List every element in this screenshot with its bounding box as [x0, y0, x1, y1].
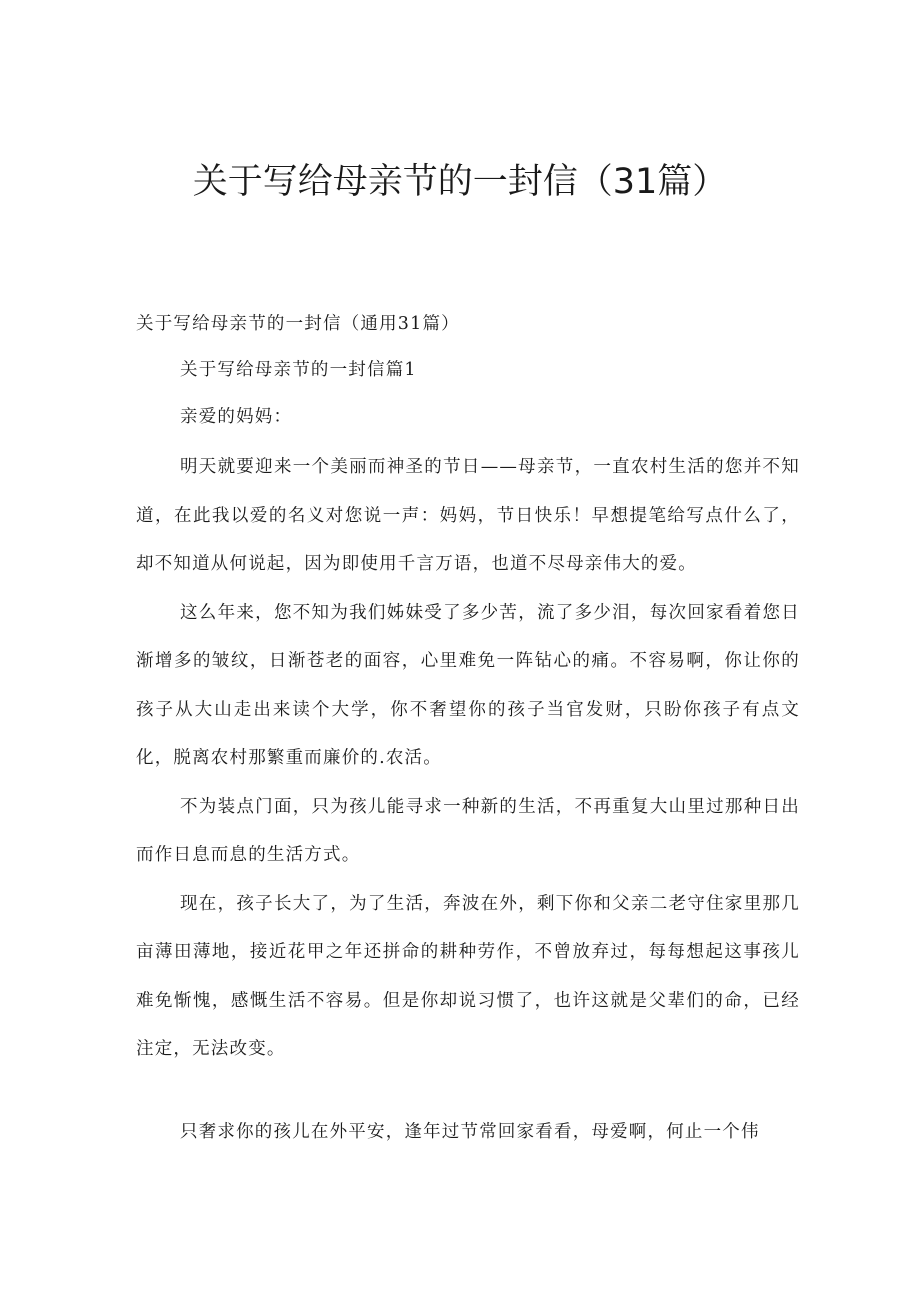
letter-greeting: 亲爱的妈妈： — [180, 407, 293, 427]
paragraph: 不为装点门面，只为孩儿能寻求一种新的生活，不再重复大山里过那种日出而作日息而息的生活方式。 — [136, 796, 800, 865]
section-heading: 关于写给母亲节的一封信篇1 — [180, 360, 417, 380]
paragraph: 现在，孩子长大了，为了生活，奔波在外，剩下你和父亲二老守住家里那几亩薄田薄地，接近花甲之年还拼命的耕种劳作，不曾放弃过，每每想起这事孩儿难免惭愧，感慨生活不容易。但是你却说习惯了，也许这就是父辈们的命，已经注定，无法改变。 — [136, 893, 800, 1059]
page-title: 关于写给母亲节的一封信（31篇） — [192, 162, 728, 202]
document-subtitle: 关于写给母亲节的一封信（通用31篇） — [136, 314, 460, 334]
paragraph: 只奢求你的孩儿在外平安，逢年过节常回家看看，母爱啊，何止一个伟 — [180, 1121, 760, 1142]
paragraph: 这么年来，您不知为我们姊妹受了多少苦，流了多少泪，每次回家看着您日渐增多的皱纹，日渐苍老的面容，心里难免一阵钻心的痛。不容易啊，你让你的孩子从大山走出来读个大学，你不奢望你的孩子当官发财，只盼你孩子有点文化，脱离农村那繁重而廉价的.农活。 — [136, 602, 800, 768]
paragraph: 明天就要迎来一个美丽而神圣的节日——母亲节，一直农村生活的您并不知道，在此我以爱的名义对您说一声：妈妈，节日快乐！早想提笔给写点什么了，却不知道从何说起，因为即使用千言万语，也道不尽母亲伟大的爱。 — [136, 457, 800, 574]
document-body — [136, 306, 800, 1156]
